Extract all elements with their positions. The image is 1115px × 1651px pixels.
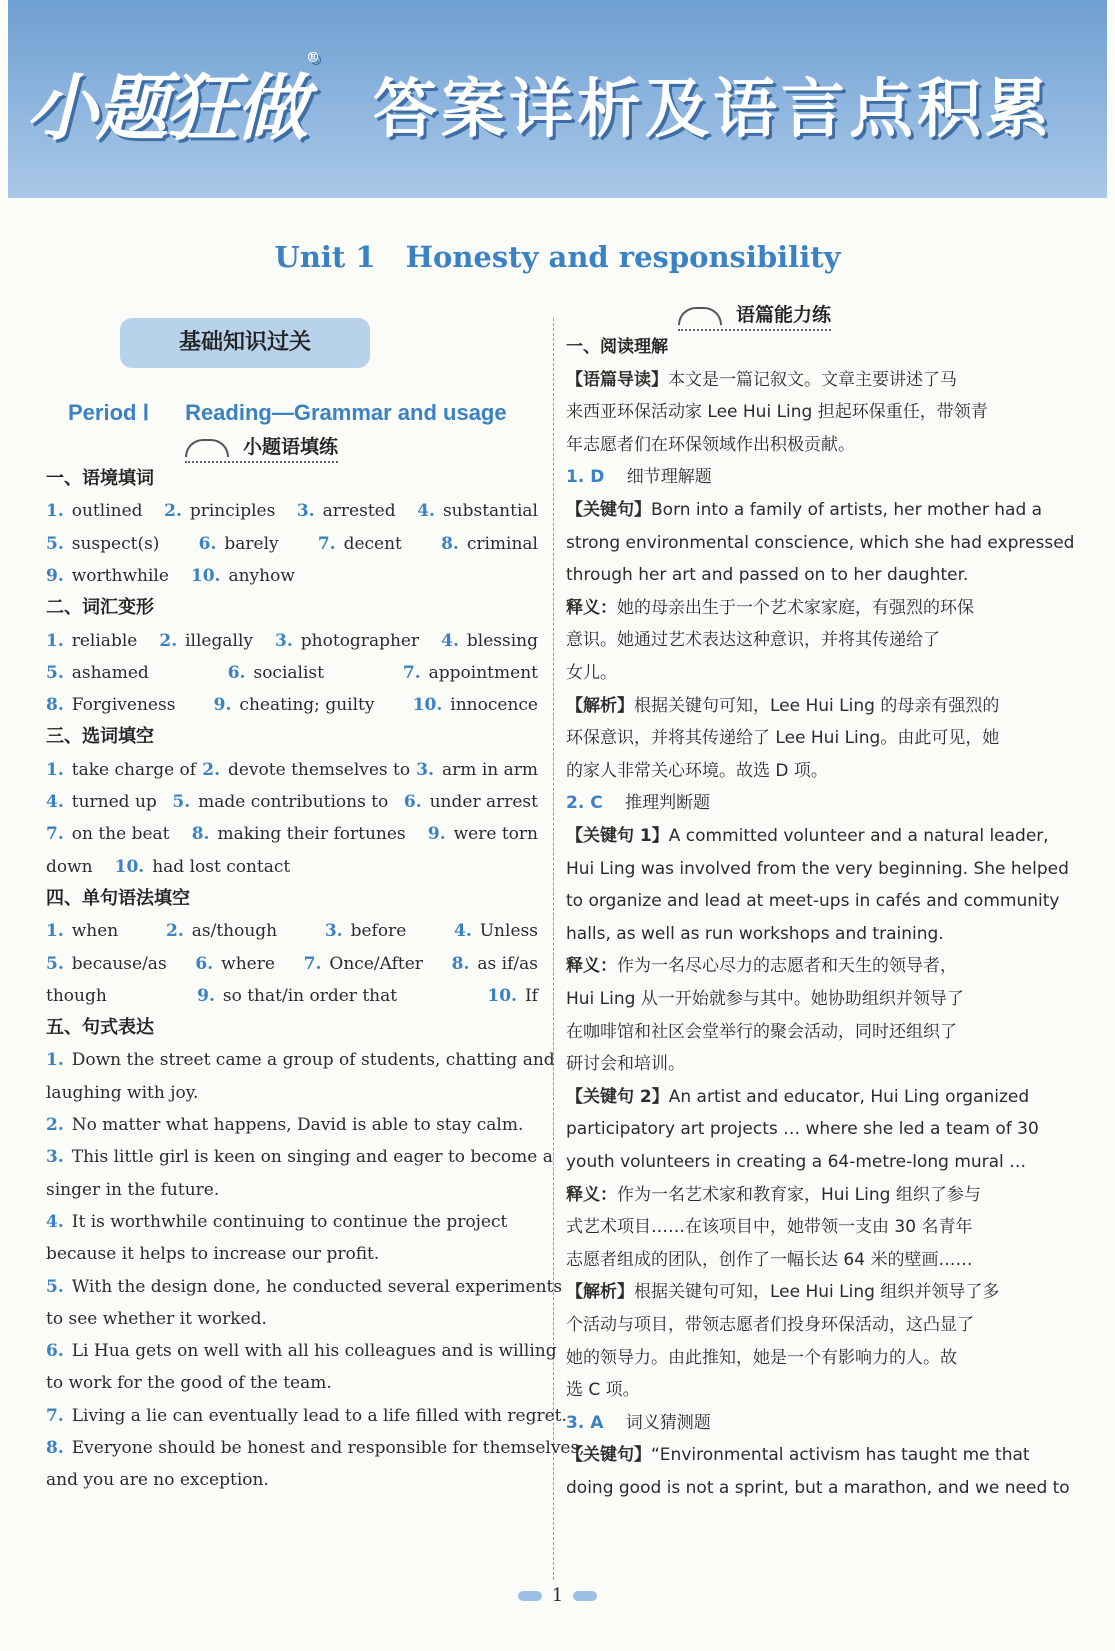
answer-item: 8. making their fortunes (191, 824, 406, 845)
section-heading: 二、词汇变形 (46, 597, 154, 619)
text-line: 环保意识，并将其传递给了 Lee Hui Ling。由此可见，她 (566, 728, 1000, 749)
answer-item: 2. principles (164, 501, 276, 522)
sentence-line: 3. This little girl is keen on singing and eager to become a (46, 1147, 553, 1168)
sentence-line: 7. Living a lie can eventually lead to a life filled with regret. (46, 1405, 567, 1426)
answer-item: 4. substantial (417, 501, 538, 522)
text-line: participatory art projects … where she led a team of 30 (566, 1119, 1039, 1140)
text-line: 式艺术项目……在该项目中，她带领一支由 30 名青年 (566, 1217, 973, 1238)
section-heading: 一、阅读理解 (566, 337, 668, 357)
sentence-line: 2. No matter what happens, David is able to stay calm. (46, 1115, 524, 1135)
footer-bar-right (573, 1591, 597, 1601)
answer-item: 2. as/though (165, 921, 278, 942)
answer-row (46, 823, 538, 845)
sentence-line: 4. It is worthwhile continuing to continue the project (46, 1211, 508, 1232)
answer-row (46, 500, 538, 522)
answer-item: 4. blessing (441, 630, 538, 651)
text-line: 志愿者组成的团队，创作了一幅长达 64 米的壁画…… (566, 1249, 973, 1270)
answer-item: 5. ashamed (46, 662, 149, 683)
answer-item: 9. were torn (427, 824, 538, 845)
text-line: 来西亚环保活动家 Lee Hui Ling 担起环保重任，带领青 (566, 402, 988, 423)
header-title: 答案详析及语言点积累 (373, 73, 1053, 147)
right-subheading: 语篇能力练 (678, 300, 831, 331)
answer-row (46, 791, 538, 813)
answer-item: 2. illegally (159, 630, 253, 651)
text-line: youth volunteers in creating a 64-metre-long mural … (566, 1152, 1027, 1172)
answer-row (46, 694, 538, 716)
key-line: 【关键句 1】A committed volunteer and a natural leader, (566, 826, 1049, 846)
answer-row (46, 662, 538, 684)
key-line: 【关键句】“Environmental activism has taught me that (566, 1445, 1030, 1466)
answer-item: 2. devote themselves to (202, 759, 411, 780)
answer-item: 6. under arrest (403, 792, 538, 812)
text-line: 意识。她通过艺术表达这种意识，并将其传递给了 (566, 630, 940, 651)
key-line: 释义：作为一名尽心尽力的志愿者和天生的领导者， (566, 956, 957, 977)
text-line: 她的领导力。由此推知，她是一个有影响力的人。故 (566, 1347, 957, 1368)
key-line: 【语篇导读】本文是一篇记叙文。文章主要讲述了马 (566, 369, 957, 390)
answer-item: 3. before (324, 921, 407, 942)
period-heading: Period Ⅰ Reading—Grammar and usage (68, 400, 507, 425)
sentence-line: singer in the future. (46, 1179, 220, 1200)
sentence-line: because it helps to increase our profit. (46, 1244, 380, 1265)
answer-item: 6. socialist (227, 662, 324, 683)
answer-row (46, 856, 312, 878)
answer-item: 8. as if/as (451, 953, 538, 974)
answer-item: down (46, 856, 93, 877)
section-heading: 五、句式表达 (46, 1017, 154, 1039)
answer-item: 8. Forgiveness (46, 695, 176, 716)
answer-item: 10. innocence (412, 695, 538, 716)
sentence-line: 1. Down the street came a group of students, chatting and (46, 1050, 555, 1071)
answer-item: though (46, 985, 107, 1006)
answer-item: 7. Once/After (303, 953, 423, 974)
answer-item: 3. arm in arm (416, 759, 538, 780)
answer-row (46, 533, 538, 555)
text-line: through her art and passed on to her daughter. (566, 565, 969, 586)
answer-item: 4. Unless (453, 921, 538, 942)
answer-item: 3. photographer (275, 630, 420, 651)
text-line: 研讨会和培训。 (566, 1054, 685, 1075)
text-line: Hui Ling was involved from the very beginning. She helped (566, 858, 1069, 879)
answer-item: 1. when (46, 921, 119, 942)
key-line: 【解析】根据关键句可知，Lee Hui Ling 组织并领导了多 (566, 1282, 1000, 1303)
text-line: 的家人非常关心环境。故选 D 项。 (566, 760, 828, 781)
section-heading: 四、单句语法填空 (46, 887, 190, 909)
text-line: 个活动与项目，带领志愿者们投身环保活动，这凸显了 (566, 1315, 974, 1335)
text-line: 女儿。 (566, 663, 617, 683)
answer-item: 7. decent (317, 533, 402, 554)
answer-item: 7. appointment (402, 662, 538, 683)
answer-item: 1. outlined (46, 501, 143, 522)
answer-item: 1. take charge of (46, 759, 197, 780)
sentence-line: to see whether it worked. (46, 1308, 267, 1329)
answer-item: 6. where (195, 953, 275, 974)
page-footer (0, 1585, 1115, 1606)
answer-item: 5. suspect(s) (46, 533, 160, 554)
key-line: 【关键句 2】An artist and educator, Hui Ling organized (566, 1086, 1030, 1107)
page-number: 1 (551, 1585, 564, 1606)
key-line: 释义：作为一名艺术家和教育家，Hui Ling 组织了参与 (566, 1184, 981, 1205)
answer-item: 7. on the beat (46, 824, 170, 845)
left-subheading: 小题语填练 (185, 432, 338, 463)
section-heading: 一、语境填词 (46, 468, 154, 489)
answer-line: 1. D 细节理解题 (566, 467, 712, 488)
text-line: doing good is not a sprint, but a marathon, and we need to (566, 1478, 1070, 1498)
answer-row (46, 759, 538, 781)
answer-item: 4. turned up (46, 792, 157, 812)
answer-item: 10. had lost contact (114, 856, 291, 877)
answer-item: 3. arrested (296, 501, 396, 522)
key-line: 释义：她的母亲出生于一个艺术家家庭，有强烈的环保 (566, 597, 974, 618)
answer-item: 1. reliable (46, 630, 138, 651)
answer-line: 2. C 推理判断题 (566, 793, 711, 814)
answer-line: 3. A 词义猜测题 (566, 1412, 711, 1433)
answer-item: 10. anyhow (190, 565, 295, 586)
header-banner (8, 0, 1107, 198)
sentence-line: laughing with joy. (46, 1082, 199, 1103)
answer-row (46, 630, 538, 652)
text-line: 在咖啡馆和社区会堂举行的聚会活动，同时还组织了 (566, 1021, 957, 1042)
sentence-line: 6. Li Hua gets on well with all his colleagues and is willing (46, 1341, 557, 1362)
answer-row (46, 953, 538, 975)
answer-row (46, 565, 317, 587)
answer-item: 5. because/as (46, 953, 167, 974)
footer-bar-left (518, 1591, 542, 1601)
book-icon (678, 307, 722, 325)
answer-item: 8. criminal (441, 533, 538, 554)
text-line: to organize and lead at meet-ups in cafés and community (566, 891, 1060, 912)
text-line: Hui Ling 从一开始就参与其中。她协助组织并领导了 (566, 989, 964, 1009)
section-heading: 三、选词填空 (46, 726, 154, 748)
section-badge: 基础知识过关 (120, 318, 370, 368)
sentence-line: to work for the good of the team. (46, 1373, 332, 1394)
answer-item: 9. cheating; guilty (213, 695, 375, 716)
answer-item: 9. worthwhile (46, 565, 169, 586)
unit-title: Unit 1 Honesty and responsibility (274, 240, 841, 274)
key-line: 【解析】根据关键句可知，Lee Hui Ling 的母亲有强烈的 (566, 695, 1000, 716)
answer-item: 10. If (487, 985, 538, 1006)
brand-logo: 小题狂做® (26, 50, 319, 150)
key-line: 【关键句】Born into a family of artists, her mother had a (566, 500, 1043, 520)
text-line: strong environmental conscience, which she had expressed (566, 532, 1075, 553)
column-divider (553, 318, 554, 1580)
text-line: 选 C 项。 (566, 1380, 640, 1401)
text-line: halls, as well as run workshops and training. (566, 923, 944, 944)
sentence-line: 8. Everyone should be honest and responsible for themselves, (46, 1438, 585, 1458)
sentence-line: 5. With the design done, he conducted several experiments (46, 1276, 563, 1297)
text-line: 年志愿者们在环保领域作出积极贡献。 (566, 434, 855, 455)
answer-item: 6. barely (198, 533, 279, 554)
answer-item: 5. made contributions to (172, 792, 389, 812)
answer-item: 9. so that/in order that (197, 985, 398, 1006)
sentence-line: and you are no exception. (46, 1470, 269, 1491)
book-icon (185, 439, 229, 457)
answer-row (46, 985, 538, 1007)
answer-row (46, 920, 538, 942)
